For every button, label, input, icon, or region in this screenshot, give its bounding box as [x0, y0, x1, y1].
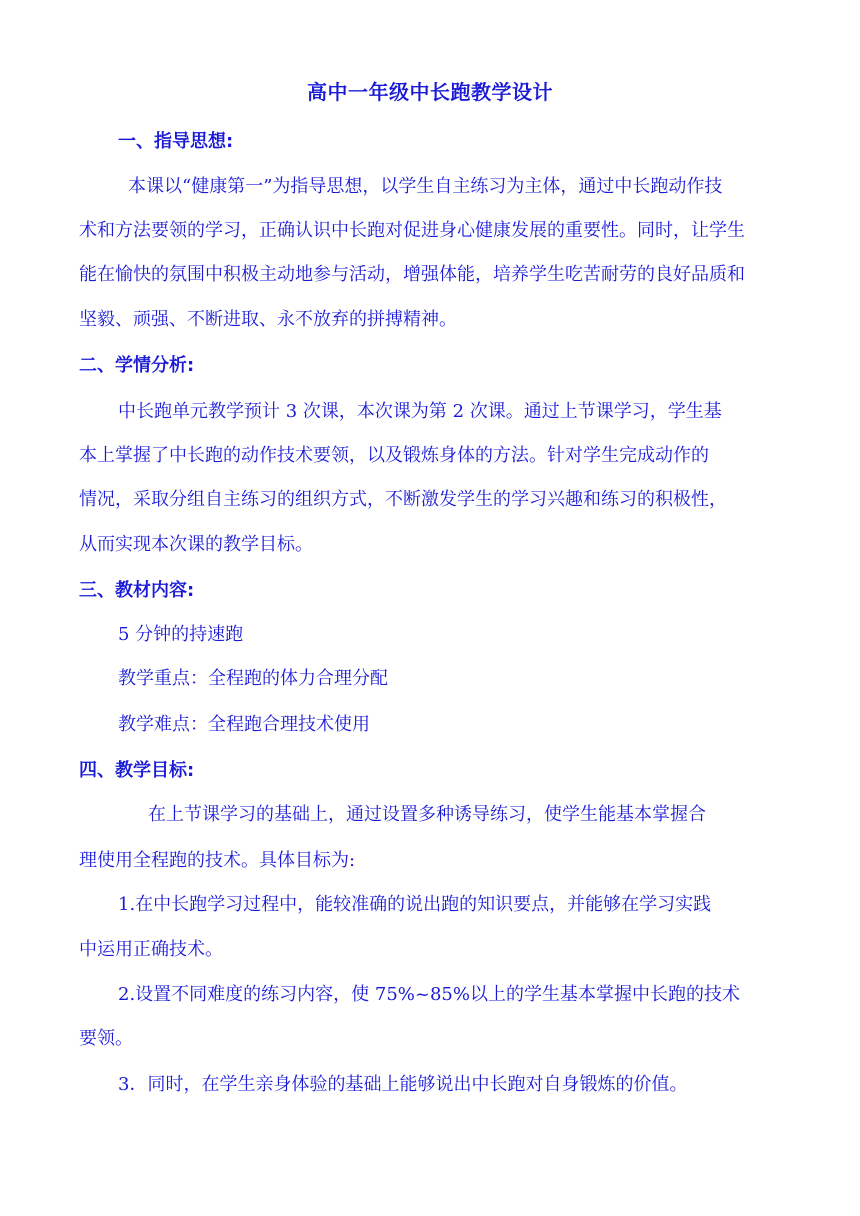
document-title: 高中一年级中长跑教学设计	[307, 80, 553, 104]
paragraph-line: 坚毅、顽强、不断进取、永不放弃的拼搏精神。	[79, 309, 457, 330]
paragraph-line: 理使用全程跑的技术。具体目标为:	[79, 850, 356, 871]
paragraph-line: 在上节课学习的基础上，通过设置多种诱导练习，使学生能基本掌握合	[148, 804, 706, 825]
section-heading-student-analysis: 二、学情分析:	[79, 355, 195, 376]
objective-item-continuation: 中运用正确技术。	[79, 939, 223, 960]
section-heading-teaching-content: 三、教材内容:	[79, 580, 195, 601]
objective-item-continuation: 要领。	[79, 1028, 133, 1049]
paragraph-line: 从而实现本次课的教学目标。	[79, 534, 313, 555]
paragraph-line: 中长跑单元教学预计 3 次课，本次课为第 2 次课。通过上节课学习，学生基	[118, 401, 722, 422]
paragraph-line: 术和方法要领的学习，正确认识中长跑对促进身心健康发展的重要性。同时，让学生	[79, 220, 745, 241]
paragraph-line: 本课以“健康第一”为指导思想，以学生自主练习为主体，通过中长跑动作技	[128, 176, 723, 197]
section-heading-guiding-ideology: 一、指导思想:	[118, 131, 234, 152]
paragraph-line: 能在愉快的氛围中积极主动地参与活动，增强体能，培养学生吃苦耐劳的良好品质和	[79, 264, 745, 285]
paragraph-line: 情况，采取分组自主练习的组织方式，不断激发学生的学习兴趣和练习的积极性，	[79, 489, 727, 510]
objective-item: 1.在中长跑学习过程中，能较准确的说出跑的知识要点，并能够在学习实践	[118, 894, 712, 915]
objective-item: 3．同时，在学生亲身体验的基础上能够说出中长跑对自身锻炼的价值。	[118, 1074, 688, 1095]
content-item: 5 分钟的持速跑	[118, 624, 244, 645]
content-item-difficulty: 教学难点：全程跑合理技术使用	[118, 714, 370, 735]
content-item-key-point: 教学重点：全程跑的体力合理分配	[118, 668, 388, 689]
paragraph-line: 本上掌握了中长跑的动作技术要领，以及锻炼身体的方法。针对学生完成动作的	[79, 445, 709, 466]
objective-item: 2.设置不同难度的练习内容，使 75%~85%以上的学生基本掌握中长跑的技术	[118, 984, 740, 1005]
section-heading-teaching-objectives: 四、教学目标:	[79, 760, 195, 781]
